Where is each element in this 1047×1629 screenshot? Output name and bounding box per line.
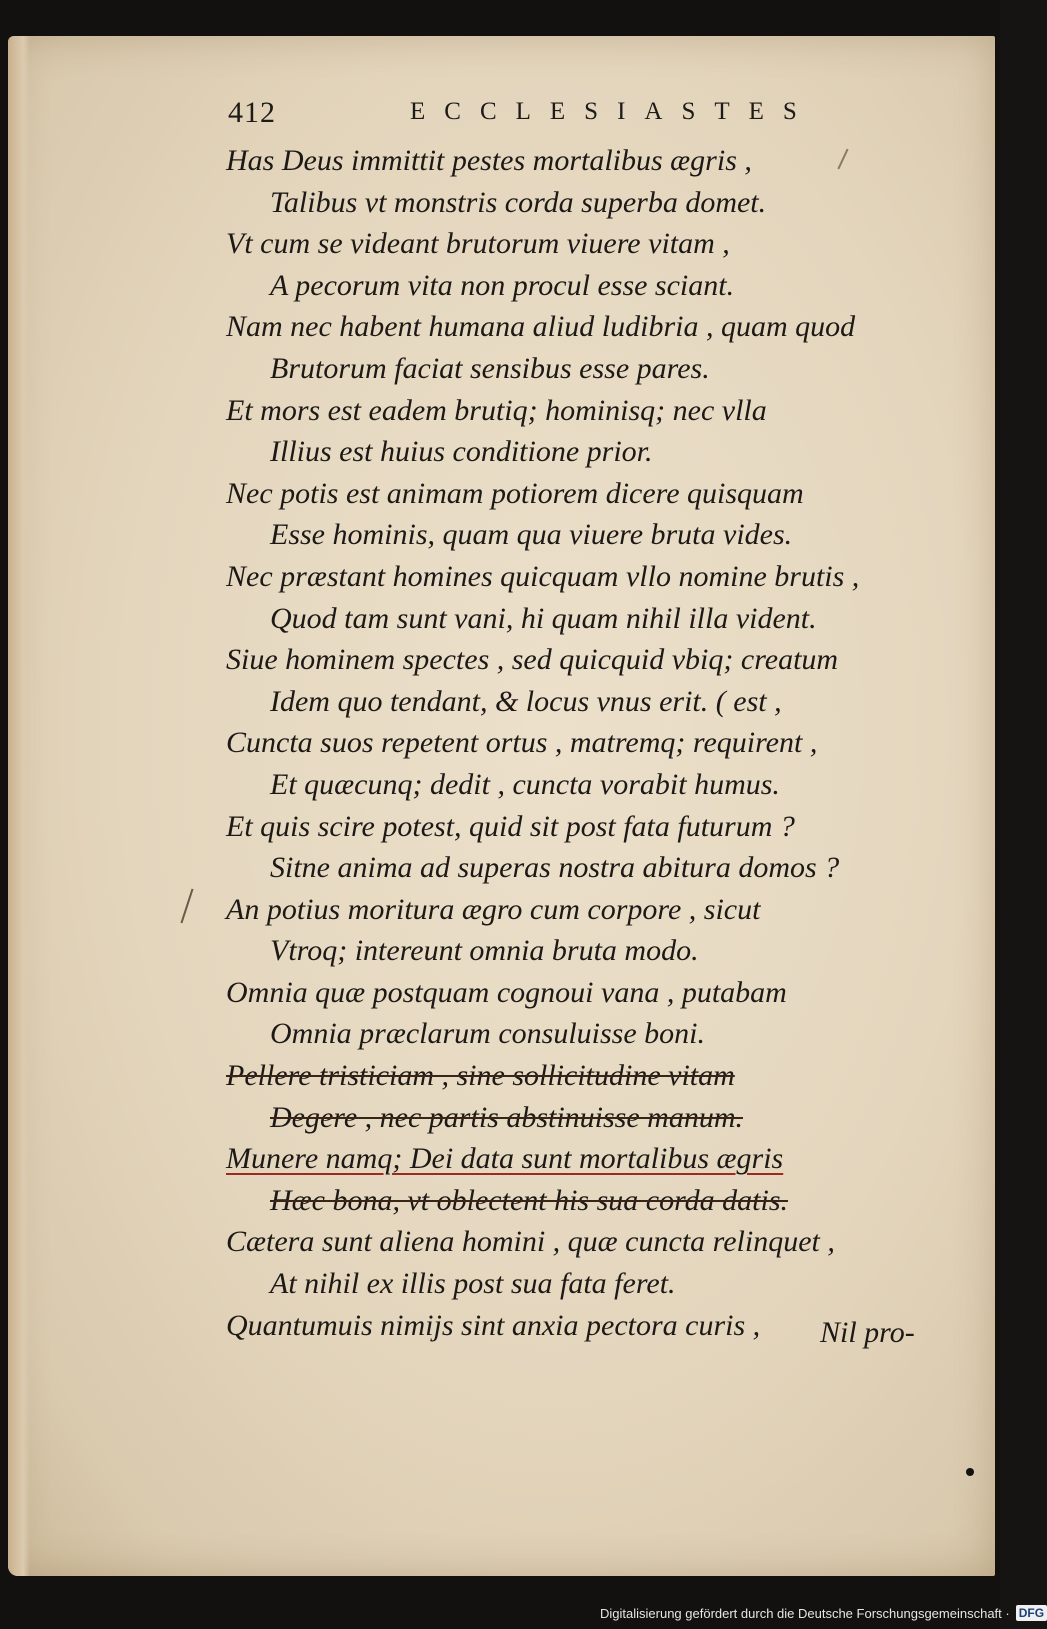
text-line-content: Cætera sunt aliena homini , quæ cuncta relinquet ,: [226, 1225, 835, 1259]
page-edge: [8, 36, 30, 1576]
text-line-content: Et quis scire potest, quid sit post fata futurum ?: [226, 809, 795, 843]
text-line: [226, 348, 946, 390]
margin-ink-dot: [966, 1468, 974, 1476]
text-line-content: Siue hominem spectes , sed quicquid vbiq; creatum: [226, 643, 839, 677]
text-line: [226, 1055, 946, 1097]
text-line-content: Degere , nec partis abstinuisse manum.: [270, 1100, 743, 1134]
text-line: [226, 1097, 946, 1139]
text-line-content: Omnia præclarum consuluisse boni.: [270, 1017, 705, 1051]
text-line-content: Quantumuis nimijs sint anxia pectora curis ,: [226, 1308, 761, 1342]
text-line: [226, 847, 946, 889]
text-line: [226, 265, 946, 307]
text-line-content: An potius moritura ægro cum corpore , sicut: [226, 892, 761, 926]
text-line-content: Brutorum faciat sensibus esse pares.: [270, 351, 710, 385]
text-line-content: A pecorum vita non procul esse sciant.: [270, 268, 735, 302]
text-line-content: Nec præstant homines quicquam vllo nomine brutis ,: [226, 559, 860, 593]
text-line: [226, 223, 946, 265]
text-line-content: Has Deus immittit pestes mortalibus ægris ,: [226, 144, 752, 177]
text-line: [226, 930, 946, 972]
text-line-content: Vtroq; intereunt omnia bruta modo.: [270, 934, 699, 968]
text-line: [226, 639, 946, 681]
text-line: [226, 722, 946, 764]
text-line: [226, 972, 946, 1014]
page-header: [228, 96, 828, 136]
text-line: [226, 1138, 946, 1180]
text-line: [226, 473, 946, 515]
text-line-content: Esse hominis, quam qua viuere bruta vides.: [270, 518, 793, 552]
text-line: [226, 514, 946, 556]
text-line-content: Munere namq; Dei data sunt mortalibus ægris: [226, 1142, 784, 1176]
text-line-content: Talibus vt monstris corda superba domet.: [270, 185, 767, 219]
digitization-footer: [600, 1603, 1047, 1623]
text-line: [226, 1221, 946, 1263]
text-line-content: Hæc bona, vt oblectent his sua corda datis.: [270, 1183, 788, 1217]
text-line: [226, 1263, 946, 1305]
text-line-content: At nihil ex illis post sua fata feret.: [270, 1267, 676, 1301]
text-line: [226, 556, 946, 598]
text-line: [226, 182, 946, 224]
running-title: ECCLESIASTES: [410, 98, 816, 125]
text-line: [226, 390, 946, 432]
footer-text: Digitalisierung gefördert durch die Deutsche Forschungsgemeinschaft ·: [600, 1605, 1010, 1621]
text-line: [226, 1180, 946, 1222]
text-line-content: Omnia quæ postquam cognoui vana , putabam: [226, 975, 787, 1009]
text-line: [226, 1013, 946, 1055]
catchword: Nil pro-: [820, 1316, 915, 1349]
text-line-content: Illius est huius conditione prior.: [270, 435, 653, 469]
text-line-content: Vt cum se videant brutorum viuere vitam ,: [226, 227, 730, 261]
text-line: [226, 598, 946, 640]
text-line-content: Sitne anima ad superas nostra abitura domos ?: [270, 851, 840, 885]
text-line: [226, 764, 946, 806]
page-number: 412: [228, 96, 276, 129]
text-line: [226, 431, 946, 473]
text-line-content: Nam nec habent humana aliud ludibria , quam quod: [226, 310, 856, 344]
text-line-content: Et mors est eadem brutiq; hominisq; nec vlla: [226, 393, 767, 427]
text-line-content: Idem quo tendant, & locus vnus erit. ( est ,: [270, 684, 782, 718]
text-line: [226, 306, 946, 348]
text-line-content: Pellere tristiciam , sine sollicitudine vitam: [226, 1059, 735, 1093]
text-line: [226, 681, 946, 723]
text-line-content: Cuncta suos repetent ortus , matremq; requirent ,: [226, 726, 818, 760]
text-line-content: Quod tam sunt vani, hi quam nihil illa vident.: [270, 601, 817, 635]
text-line-content: Nec potis est animam potiorem dicere quisquam: [226, 476, 804, 510]
dfg-logo: DFG: [1016, 1605, 1047, 1621]
text-line-content: Et quæcunq; dedit , cuncta vorabit humus.: [270, 767, 780, 801]
text-line: [226, 140, 946, 182]
poem-text: [226, 140, 946, 1346]
text-line: [226, 889, 946, 931]
text-line: [226, 806, 946, 848]
